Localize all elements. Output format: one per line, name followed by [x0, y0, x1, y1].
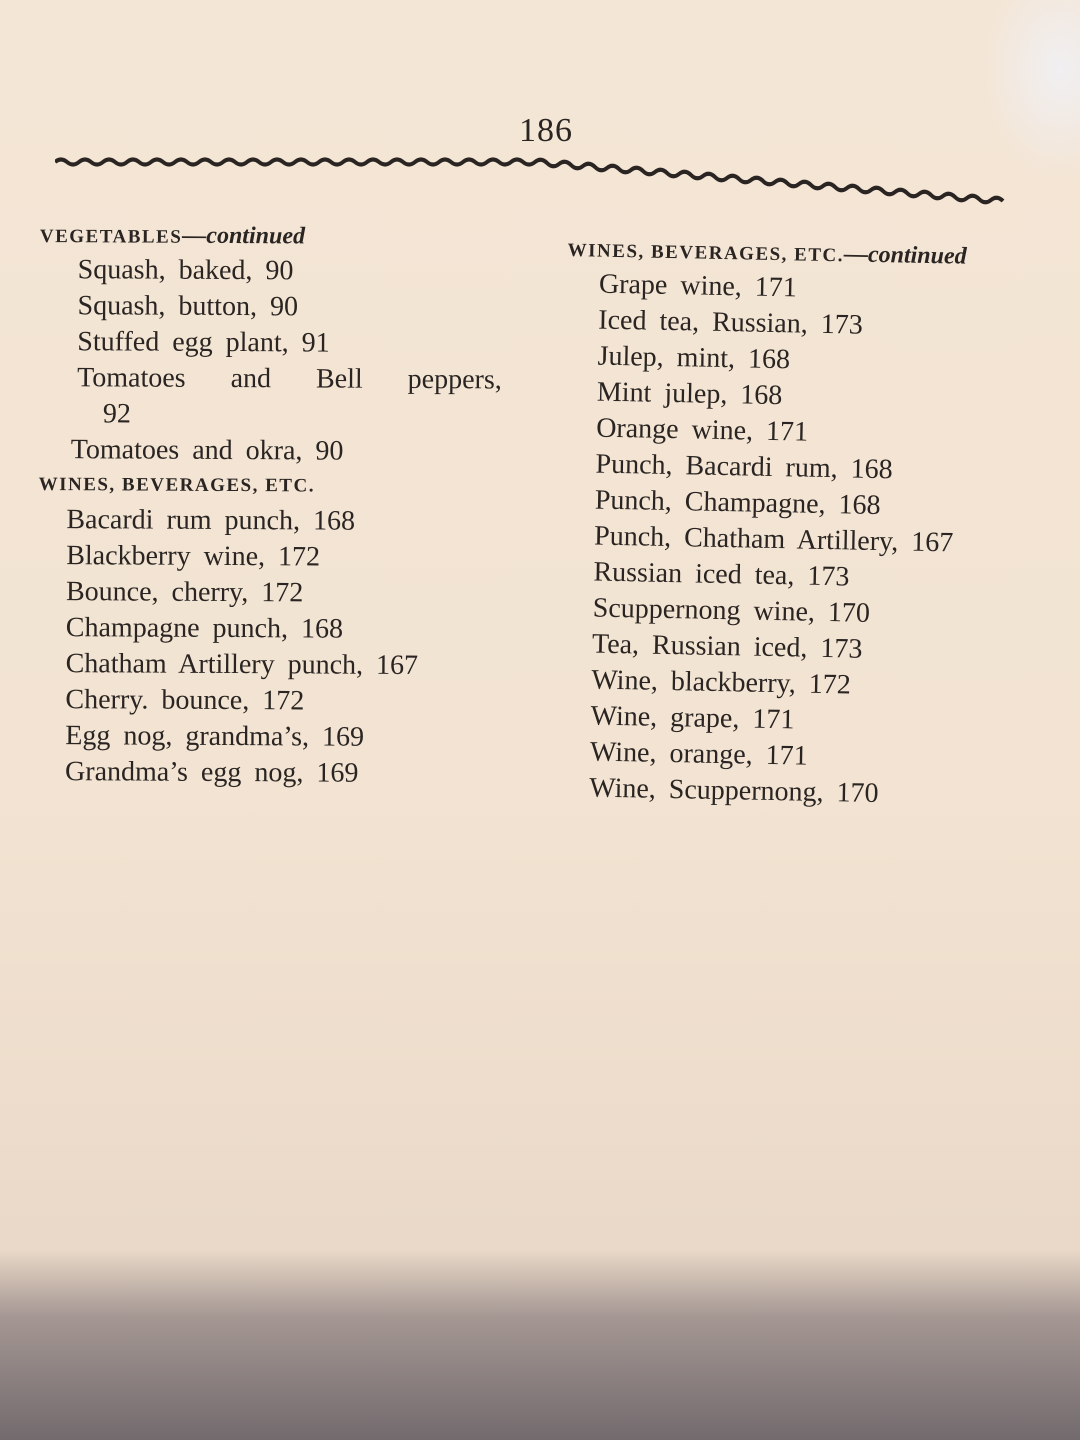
index-entry: Wine, grape, 171: [590, 700, 795, 736]
page-number: 186: [519, 112, 573, 149]
left-index-column: [37, 218, 540, 793]
index-entry: Squash, button, 90: [77, 290, 299, 323]
index-entry: Blackberry wine, 172: [66, 540, 321, 573]
index-entry: Wine, orange, 171: [589, 736, 808, 772]
index-entry: Wine, blackberry, 172: [591, 664, 852, 701]
index-entry: Egg nog, grandma’s, 169: [65, 720, 365, 753]
index-entry: Mint julep, 168: [596, 376, 783, 412]
index-entry: Tomatoes and okra, 90: [70, 434, 344, 467]
section-heading-wines-continued: WINES, BEVERAGES, ETC.—continued: [567, 239, 967, 270]
index-entry: Bacardi rum punch, 168: [66, 504, 356, 537]
index-entry: Orange wine, 171: [595, 412, 809, 448]
index-entry: Punch, Bacardi rum, 168: [595, 448, 893, 486]
index-entry: Stuffed egg plant, 91: [77, 326, 330, 359]
right-index-column: [557, 232, 1028, 815]
index-entry: Wine, Scuppernong, 170: [589, 772, 879, 810]
index-entry-continuation: 92: [102, 398, 132, 430]
index-entry: Russian iced tea, 173: [593, 556, 850, 593]
index-entry: Tomatoes and Bell peppers,: [77, 362, 502, 396]
index-entry: Bounce, cherry, 172: [65, 576, 304, 609]
shadow-overlay: [0, 1250, 1080, 1440]
index-entry: Grandma’s egg nog, 169: [65, 756, 359, 789]
section-heading-wines: WINES, BEVERAGES, ETC.: [38, 473, 316, 497]
section-heading-vegetables: VEGETABLES—continued: [39, 222, 306, 250]
index-entry: Cherry. bounce, 172: [65, 684, 305, 717]
index-entry: Punch, Chatham Artillery, 167: [593, 520, 954, 559]
index-entry: Punch, Champagne, 168: [594, 484, 881, 522]
index-entry: Scuppernong wine, 170: [592, 592, 871, 629]
index-entry: Squash, baked, 90: [77, 254, 294, 287]
index-entry: Champagne punch, 168: [65, 612, 344, 645]
wavy-rule-divider: [55, 148, 1005, 218]
index-entry: Tea, Russian iced, 173: [591, 628, 863, 665]
index-entry: Chatham Artillery punch, 167: [65, 648, 419, 681]
index-entry: Grape wine, 171: [598, 268, 798, 304]
index-entry: Iced tea, Russian, 173: [598, 304, 864, 341]
index-entry: Julep, mint, 168: [597, 340, 791, 376]
